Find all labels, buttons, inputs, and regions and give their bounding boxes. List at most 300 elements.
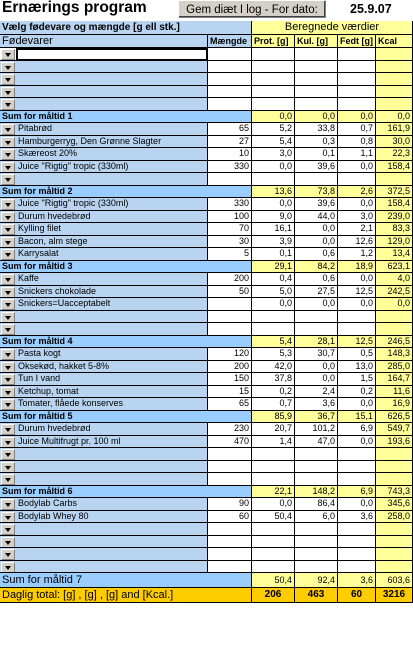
sum-prot: 206 <box>252 588 295 603</box>
chevron-down-icon <box>5 66 11 70</box>
quantity-cell[interactable] <box>208 523 252 536</box>
food-name: Durum hvedebrød <box>18 210 91 221</box>
value-kcal: 4,0 <box>376 273 413 286</box>
value-prot: 0,7 <box>252 398 295 411</box>
dropdown-arrow-icon[interactable] <box>1 299 15 310</box>
value-prot: 20,7 <box>252 423 295 436</box>
dropdown-arrow-icon[interactable] <box>1 62 15 73</box>
chevron-down-icon <box>5 441 11 445</box>
value-kcal <box>376 173 413 186</box>
value-prot <box>252 523 295 536</box>
value-fedt <box>338 98 376 111</box>
chevron-down-icon <box>5 478 11 482</box>
quantity-cell[interactable]: 30 <box>208 236 252 249</box>
food-cell[interactable] <box>0 523 208 536</box>
dropdown-arrow-icon[interactable] <box>1 249 15 260</box>
value-fedt: 1,1 <box>338 148 376 161</box>
value-kul <box>295 98 338 111</box>
quantity-cell[interactable]: 100 <box>208 211 252 224</box>
food-cell[interactable] <box>0 511 208 524</box>
food-cell[interactable] <box>0 86 208 99</box>
value-kcal <box>376 473 413 486</box>
chevron-down-icon <box>5 453 11 457</box>
dropdown-arrow-icon[interactable] <box>1 87 15 98</box>
table-row <box>0 248 413 261</box>
chevron-down-icon <box>5 503 11 507</box>
table-row <box>0 373 413 386</box>
dropdown-arrow-icon[interactable] <box>1 149 15 160</box>
value-kcal: 164,7 <box>376 373 413 386</box>
dropdown-arrow-icon[interactable] <box>1 462 15 473</box>
sum-fedt: 12,5 <box>338 336 376 349</box>
value-prot: 16,1 <box>252 223 295 236</box>
dropdown-arrow-icon[interactable] <box>1 274 15 285</box>
food-cell[interactable] <box>0 136 208 149</box>
chevron-down-icon <box>5 166 11 170</box>
dropdown-arrow-icon[interactable] <box>1 374 15 385</box>
food-cell[interactable] <box>0 361 208 374</box>
dropdown-arrow-icon[interactable] <box>1 437 15 448</box>
dropdown-arrow-icon[interactable] <box>1 237 15 248</box>
header-kcal: Kcal <box>376 35 413 48</box>
dropdown-arrow-icon[interactable] <box>1 212 15 223</box>
value-prot: 37,8 <box>252 373 295 386</box>
save-diet-log-button[interactable]: Gem diæt I log - For dato: <box>178 0 326 18</box>
value-fedt: 0,0 <box>338 436 376 449</box>
quantity-cell[interactable] <box>208 461 252 474</box>
value-kcal <box>376 523 413 536</box>
value-prot <box>252 86 295 99</box>
chevron-down-icon <box>5 466 11 470</box>
value-kul: 33,8 <box>295 123 338 136</box>
value-prot: 5,4 <box>252 136 295 149</box>
value-kul: 101,2 <box>295 423 338 436</box>
quantity-cell[interactable]: 90 <box>208 498 252 511</box>
food-cell[interactable] <box>0 386 208 399</box>
sum-prot: 13,6 <box>252 186 295 199</box>
table-row <box>0 86 413 99</box>
food-name: Tun I vand <box>18 373 61 383</box>
value-fedt <box>338 73 376 86</box>
quantity-cell[interactable]: 330 <box>208 198 252 211</box>
quantity-cell[interactable]: 65 <box>208 123 252 136</box>
sum-label: Sum for måltid 5 <box>0 411 252 424</box>
food-cell[interactable] <box>0 286 208 299</box>
header-food: Fødevarer <box>0 35 208 48</box>
table-row <box>0 223 413 236</box>
table-row <box>0 323 413 336</box>
table-row <box>0 286 413 299</box>
value-kcal: 13,4 <box>376 248 413 261</box>
value-kul: 86,4 <box>295 498 338 511</box>
dropdown-arrow-icon[interactable] <box>1 224 15 235</box>
sum-label: Daglig total: [g] , [g] , [g] and [Kcal.] <box>0 588 252 603</box>
sum-fedt: 0,0 <box>338 111 376 124</box>
table-row <box>0 61 413 74</box>
sum-kul: 463 <box>295 588 338 603</box>
value-kul: 0,0 <box>295 298 338 311</box>
table-row <box>0 561 413 574</box>
title-bar <box>0 0 413 21</box>
value-fedt: 6,9 <box>338 423 376 436</box>
chevron-down-icon <box>5 553 11 557</box>
header-kul: Kul. [g] <box>295 35 338 48</box>
value-kcal <box>376 86 413 99</box>
value-prot: 0,0 <box>252 298 295 311</box>
value-kcal: 239,0 <box>376 211 413 224</box>
dropdown-arrow-icon[interactable] <box>1 537 15 548</box>
sum-fedt: 15,1 <box>338 411 376 424</box>
quantity-cell[interactable] <box>208 98 252 111</box>
value-fedt <box>338 561 376 574</box>
dropdown-arrow-icon[interactable] <box>1 524 15 535</box>
quantity-cell[interactable]: 60 <box>208 511 252 524</box>
dropdown-arrow-icon[interactable] <box>1 474 15 485</box>
sum-label: Sum for måltid 4 <box>0 336 252 349</box>
value-kul: 27,5 <box>295 286 338 299</box>
value-fedt <box>338 61 376 74</box>
value-kcal: 549,7 <box>376 423 413 436</box>
table-row <box>0 161 413 174</box>
chevron-down-icon <box>5 366 11 370</box>
value-kcal <box>376 61 413 74</box>
chevron-down-icon <box>5 353 11 357</box>
food-cell[interactable] <box>0 236 208 249</box>
food-name: Hamburgerryg, Den Grønne Slagter <box>18 135 162 146</box>
table-row <box>0 473 413 486</box>
table-row <box>0 498 413 511</box>
value-kul <box>295 173 338 186</box>
table-row <box>0 211 413 224</box>
value-prot: 9,0 <box>252 211 295 224</box>
value-fedt <box>338 311 376 324</box>
chevron-down-icon <box>5 328 11 332</box>
header-qty: Mængde <box>208 35 252 48</box>
value-fedt: 13,0 <box>338 361 376 374</box>
quantity-cell[interactable]: 230 <box>208 423 252 436</box>
value-prot: 0,0 <box>252 161 295 174</box>
food-name: Skæreost 20% <box>18 148 78 158</box>
value-kul: 39,6 <box>295 161 338 174</box>
header-row-1 <box>0 21 413 35</box>
value-kcal: 0,0 <box>376 298 413 311</box>
value-kcal <box>376 323 413 336</box>
chevron-down-icon <box>5 391 11 395</box>
dropdown-arrow-icon[interactable] <box>1 199 15 210</box>
value-fedt: 3,0 <box>338 211 376 224</box>
value-fedt <box>338 536 376 549</box>
sum-fedt: 2,6 <box>338 186 376 199</box>
value-fedt: 0,0 <box>338 398 376 411</box>
value-fedt <box>338 523 376 536</box>
quantity-cell[interactable] <box>208 536 252 549</box>
food-cell[interactable] <box>0 173 208 186</box>
value-prot: 50,4 <box>252 511 295 524</box>
quantity-cell[interactable] <box>208 73 252 86</box>
food-cell[interactable] <box>0 298 208 311</box>
dropdown-arrow-icon[interactable] <box>1 549 15 560</box>
log-date: 25.9.07 <box>350 2 392 16</box>
sum-fedt: 18,9 <box>338 261 376 274</box>
sum-kul: 0,0 <box>295 111 338 124</box>
food-cell[interactable] <box>0 373 208 386</box>
dropdown-arrow-icon[interactable] <box>1 424 15 435</box>
food-cell[interactable] <box>0 273 208 286</box>
table-row <box>0 98 413 111</box>
quantity-cell[interactable]: 27 <box>208 136 252 149</box>
value-kul: 3,6 <box>295 398 338 411</box>
value-kcal: 285,0 <box>376 361 413 374</box>
quantity-cell[interactable]: 150 <box>208 373 252 386</box>
value-kcal <box>376 461 413 474</box>
sum-kul: 73,8 <box>295 186 338 199</box>
value-kul: 47,0 <box>295 436 338 449</box>
food-cell[interactable] <box>0 248 208 261</box>
chevron-down-icon <box>5 203 11 207</box>
food-cell[interactable] <box>0 311 208 324</box>
food-cell[interactable] <box>0 461 208 474</box>
value-prot: 0,4 <box>252 273 295 286</box>
sum-kul: 28,1 <box>295 336 338 349</box>
food-cell[interactable] <box>0 123 208 136</box>
food-cell[interactable] <box>0 198 208 211</box>
sum-kcal: 626,5 <box>376 411 413 424</box>
quantity-cell[interactable] <box>208 61 252 74</box>
quantity-cell[interactable]: 330 <box>208 161 252 174</box>
dropdown-arrow-icon[interactable] <box>1 349 15 360</box>
value-kcal <box>376 448 413 461</box>
table-row <box>0 523 413 536</box>
food-name: Snickers=Uacceptabelt <box>18 298 111 308</box>
value-fedt: 12,5 <box>338 286 376 299</box>
quantity-cell[interactable]: 50 <box>208 286 252 299</box>
dropdown-arrow-icon[interactable] <box>1 399 15 410</box>
quantity-cell[interactable]: 65 <box>208 398 252 411</box>
chevron-down-icon <box>5 216 11 220</box>
table-row <box>0 461 413 474</box>
quantity-cell[interactable] <box>208 298 252 311</box>
value-kul <box>295 548 338 561</box>
chevron-down-icon <box>5 91 11 95</box>
value-kul: 30,7 <box>295 348 338 361</box>
chevron-down-icon <box>5 303 11 307</box>
food-cell[interactable] <box>0 536 208 549</box>
value-kul <box>295 311 338 324</box>
value-fedt <box>338 48 376 61</box>
quantity-cell[interactable] <box>208 86 252 99</box>
chevron-down-icon <box>5 516 11 520</box>
dropdown-arrow-icon[interactable] <box>1 99 15 110</box>
dropdown-arrow-icon[interactable] <box>1 512 15 523</box>
value-kul <box>295 48 338 61</box>
chevron-down-icon <box>5 78 11 82</box>
food-cell[interactable] <box>0 561 208 574</box>
quantity-cell[interactable] <box>208 173 252 186</box>
food-cell[interactable] <box>0 211 208 224</box>
food-cell[interactable] <box>0 498 208 511</box>
value-fedt: 0,0 <box>338 498 376 511</box>
quantity-cell[interactable] <box>208 548 252 561</box>
quantity-cell[interactable]: 5 <box>208 248 252 261</box>
food-name: Ketchup, tomat <box>18 385 79 396</box>
quantity-cell[interactable]: 15 <box>208 386 252 399</box>
value-kul: 0,1 <box>295 148 338 161</box>
value-prot: 5,2 <box>252 123 295 136</box>
quantity-cell[interactable] <box>208 473 252 486</box>
dropdown-arrow-icon[interactable] <box>1 312 15 323</box>
dropdown-arrow-icon[interactable] <box>1 499 15 510</box>
food-cell[interactable] <box>0 48 208 61</box>
value-prot: 0,0 <box>252 198 295 211</box>
food-cell[interactable] <box>0 148 208 161</box>
quantity-cell[interactable] <box>208 311 252 324</box>
sum-kcal: 246,5 <box>376 336 413 349</box>
value-fedt: 12,6 <box>338 236 376 249</box>
sum-fedt: 60 <box>338 588 376 603</box>
sum-label: Sum for måltid 1 <box>0 111 252 124</box>
quantity-cell[interactable]: 120 <box>208 348 252 361</box>
table-row <box>0 536 413 549</box>
value-fedt <box>338 323 376 336</box>
value-fedt: 2,1 <box>338 223 376 236</box>
sum-kul: 84,2 <box>295 261 338 274</box>
quantity-cell[interactable] <box>208 561 252 574</box>
value-kcal <box>376 311 413 324</box>
chevron-down-icon <box>5 128 11 132</box>
value-kul <box>295 448 338 461</box>
value-fedt: 0,8 <box>338 136 376 149</box>
sum-prot: 50,4 <box>252 573 295 588</box>
value-kcal <box>376 548 413 561</box>
sum-row <box>0 111 413 124</box>
food-cell[interactable] <box>0 548 208 561</box>
dropdown-arrow-icon[interactable] <box>1 324 15 335</box>
dropdown-arrow-icon[interactable] <box>1 162 15 173</box>
sum-kcal: 372,5 <box>376 186 413 199</box>
food-cell[interactable] <box>0 423 208 436</box>
quantity-cell[interactable]: 470 <box>208 436 252 449</box>
sum-row <box>0 573 413 588</box>
chevron-down-icon <box>5 316 11 320</box>
dropdown-arrow-icon[interactable] <box>1 137 15 148</box>
dropdown-arrow-icon[interactable] <box>1 362 15 373</box>
dropdown-arrow-icon[interactable] <box>1 387 15 398</box>
value-fedt <box>338 448 376 461</box>
food-name: Tomater, flåede konserves <box>18 398 124 408</box>
sum-prot: 85,9 <box>252 411 295 424</box>
value-fedt <box>338 461 376 474</box>
dropdown-arrow-icon[interactable] <box>1 124 15 135</box>
chevron-down-icon <box>5 253 11 257</box>
table-row <box>0 173 413 186</box>
value-fedt: 0,0 <box>338 273 376 286</box>
food-cell[interactable] <box>0 436 208 449</box>
food-cell[interactable] <box>0 348 208 361</box>
value-prot <box>252 536 295 549</box>
value-fedt: 1,2 <box>338 248 376 261</box>
food-cell[interactable] <box>0 473 208 486</box>
value-fedt <box>338 86 376 99</box>
food-name: Snickers chokolade <box>18 285 97 296</box>
value-fedt: 0,7 <box>338 123 376 136</box>
page-title: Ernærings program <box>2 0 147 16</box>
table-row <box>0 448 413 461</box>
food-cell[interactable] <box>0 161 208 174</box>
sum-label: Sum for måltid 7 <box>0 573 252 588</box>
value-prot <box>252 48 295 61</box>
value-kul: 0,0 <box>295 223 338 236</box>
dropdown-arrow-icon[interactable] <box>1 49 15 60</box>
table-row <box>0 148 413 161</box>
header-fedt: Fedt [g] <box>338 35 376 48</box>
value-kcal <box>376 98 413 111</box>
food-name: Juice "Rigtig" tropic (330ml) <box>18 160 129 171</box>
food-cell[interactable] <box>0 223 208 236</box>
value-kul: 44,0 <box>295 211 338 224</box>
table-row <box>0 361 413 374</box>
dropdown-arrow-icon[interactable] <box>1 449 15 460</box>
value-prot: 3,9 <box>252 236 295 249</box>
table-row <box>0 423 413 436</box>
sum-label: Sum for måltid 6 <box>0 486 252 499</box>
dropdown-arrow-icon[interactable] <box>1 74 15 85</box>
value-fedt: 0,5 <box>338 348 376 361</box>
food-name: Pitabrød <box>18 123 53 133</box>
value-prot <box>252 323 295 336</box>
sum-kcal: 743,3 <box>376 486 413 499</box>
food-cell[interactable] <box>0 448 208 461</box>
dropdown-arrow-icon[interactable] <box>1 287 15 298</box>
value-prot <box>252 561 295 574</box>
food-name: Kaffe <box>18 273 39 283</box>
quantity-cell[interactable]: 10 <box>208 148 252 161</box>
food-name: Bodylab Whey 80 <box>18 510 89 521</box>
sum-kul: 36,7 <box>295 411 338 424</box>
quantity-cell[interactable] <box>208 48 252 61</box>
value-kcal: 345,6 <box>376 498 413 511</box>
value-prot: 0,0 <box>252 498 295 511</box>
value-prot <box>252 548 295 561</box>
food-cell[interactable] <box>0 323 208 336</box>
food-cell[interactable] <box>0 73 208 86</box>
food-cell[interactable] <box>0 61 208 74</box>
sum-kcal: 3216 <box>376 588 413 603</box>
food-cell[interactable] <box>0 98 208 111</box>
selected-cell[interactable] <box>16 48 208 61</box>
header-prot: Prot. [g] <box>252 35 295 48</box>
table-row <box>0 311 413 324</box>
quantity-cell[interactable] <box>208 448 252 461</box>
quantity-cell[interactable]: 70 <box>208 223 252 236</box>
sum-prot: 0,0 <box>252 111 295 124</box>
quantity-cell[interactable]: 200 <box>208 273 252 286</box>
dropdown-arrow-icon[interactable] <box>1 174 15 185</box>
value-kcal <box>376 73 413 86</box>
value-kul: 0,3 <box>295 136 338 149</box>
sum-row <box>0 261 413 274</box>
table-row <box>0 198 413 211</box>
value-kcal <box>376 48 413 61</box>
sum-prot: 5,4 <box>252 336 295 349</box>
food-cell[interactable] <box>0 398 208 411</box>
quantity-cell[interactable]: 200 <box>208 361 252 374</box>
dropdown-arrow-icon[interactable] <box>1 562 15 573</box>
value-kul: 0,6 <box>295 273 338 286</box>
value-kul: 0,0 <box>295 373 338 386</box>
sum-kcal: 623,1 <box>376 261 413 274</box>
quantity-cell[interactable] <box>208 323 252 336</box>
value-prot: 0,1 <box>252 248 295 261</box>
